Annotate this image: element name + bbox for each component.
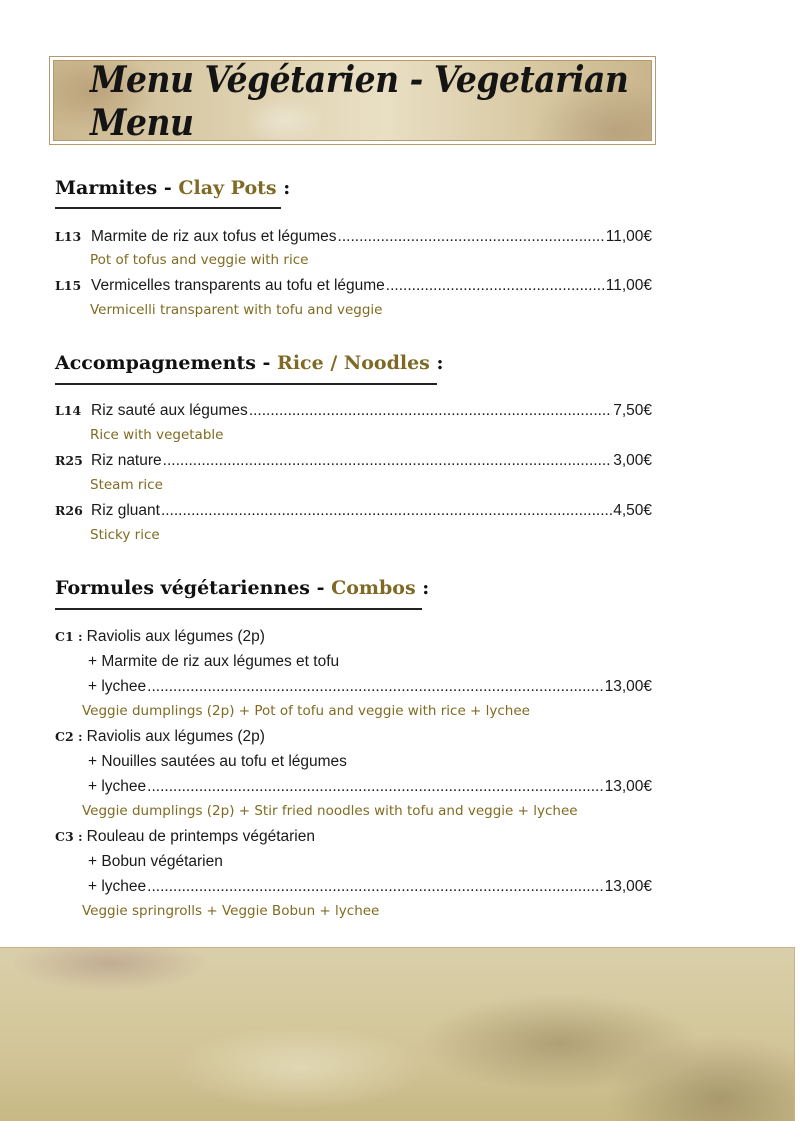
section-heading-combos bbox=[55, 577, 429, 599]
dot-leader bbox=[386, 277, 605, 295]
combo-line-2: + Nouilles sautées au tofu et légumes bbox=[88, 753, 347, 770]
menu-item-r26 bbox=[55, 502, 652, 520]
combo-line-3-text: + lychee bbox=[88, 878, 147, 895]
menu-item-l15 bbox=[55, 277, 652, 295]
combo-c3 bbox=[55, 828, 652, 846]
menu-item-l14 bbox=[55, 402, 652, 420]
dot-leader bbox=[163, 452, 613, 470]
combo-c2 bbox=[55, 728, 652, 746]
item-name: Riz gluant bbox=[91, 502, 160, 519]
item-translation: Vermicelli transparent with tofu and veggie bbox=[90, 302, 383, 318]
item-price: 3,00€ bbox=[613, 452, 652, 469]
combo-price: 13,00€ bbox=[604, 778, 652, 795]
dot-leader bbox=[161, 502, 612, 520]
item-code: R25 bbox=[55, 453, 83, 468]
item-name: Marmite de riz aux tofus et légumes bbox=[91, 228, 337, 245]
section-underline bbox=[55, 608, 422, 610]
menu-item-r25 bbox=[55, 452, 652, 470]
combo-code: C3 : bbox=[55, 829, 83, 844]
combo-line-3 bbox=[88, 878, 652, 896]
section-heading-colon: : bbox=[429, 352, 444, 374]
combo-code: C2 : bbox=[55, 729, 83, 744]
combo-code: C1 : bbox=[55, 629, 83, 644]
item-translation: Pot of tofus and veggie with rice bbox=[90, 252, 309, 268]
combo-translation: Veggie springrolls + Veggie Bobun + lychee bbox=[82, 903, 380, 919]
combo-line-2: + Marmite de riz aux légumes et tofu bbox=[88, 653, 340, 670]
item-translation: Steam rice bbox=[90, 477, 163, 493]
section-heading-fr: Formules végétariennes - bbox=[55, 577, 332, 599]
combo-line-3-text: + lychee bbox=[88, 678, 147, 695]
section-heading-colon: : bbox=[276, 177, 291, 199]
item-price: 7,50€ bbox=[613, 402, 652, 419]
item-code: L14 bbox=[55, 403, 82, 418]
combo-line-1: Rouleau de printemps végétarien bbox=[86, 828, 315, 845]
combo-line-3 bbox=[88, 678, 652, 696]
item-name: Riz sauté aux légumes bbox=[91, 402, 248, 419]
title-banner-background bbox=[53, 57, 652, 144]
item-price: 4,50€ bbox=[613, 502, 652, 519]
section-heading-en: Combos bbox=[331, 577, 416, 599]
item-code: L13 bbox=[55, 229, 82, 244]
item-translation: Rice with vegetable bbox=[90, 427, 224, 443]
combo-translation: Veggie dumplings (2p) + Pot of tofu and veggie with rice + lychee bbox=[82, 703, 530, 719]
combo-c1 bbox=[55, 628, 652, 646]
item-name: Riz nature bbox=[91, 452, 162, 469]
section-heading-en: Rice / Noodles bbox=[277, 352, 430, 374]
menu-item-l13 bbox=[55, 228, 652, 246]
section-underline bbox=[55, 207, 281, 209]
dot-leader bbox=[338, 228, 605, 246]
combo-line-1: Raviolis aux légumes (2p) bbox=[86, 728, 265, 745]
section-heading-colon: : bbox=[415, 577, 430, 599]
combo-line-1: Raviolis aux légumes (2p) bbox=[86, 628, 265, 645]
item-price: 11,00€ bbox=[605, 228, 652, 245]
item-price: 11,00€ bbox=[605, 277, 652, 294]
combo-line-3-text: + lychee bbox=[88, 778, 147, 795]
item-code: L15 bbox=[55, 278, 82, 293]
combo-price: 13,00€ bbox=[604, 878, 652, 895]
section-heading-en: Clay Pots bbox=[178, 177, 277, 199]
section-heading-rice-noodles bbox=[55, 352, 444, 374]
dot-leader bbox=[147, 678, 603, 696]
dot-leader bbox=[249, 402, 612, 420]
item-name: Vermicelles transparents au tofu et légume bbox=[91, 277, 385, 294]
dot-leader bbox=[147, 778, 603, 796]
dot-leader bbox=[147, 878, 603, 896]
combo-price: 13,00€ bbox=[604, 678, 652, 695]
item-code: R26 bbox=[55, 503, 83, 518]
combo-translation: Veggie dumplings (2p) + Stir fried noodles with tofu and veggie + lychee bbox=[82, 803, 578, 819]
page-title: Menu Végétarien - Vegetarian Menu bbox=[90, 57, 629, 144]
combo-line-3 bbox=[88, 778, 652, 796]
section-heading-fr: Accompagnements - bbox=[55, 352, 278, 374]
section-heading-clay-pots bbox=[55, 177, 290, 199]
decorative-parchment-footer bbox=[0, 947, 795, 1121]
section-heading-fr: Marmites - bbox=[55, 177, 179, 199]
title-banner bbox=[49, 56, 656, 145]
section-underline bbox=[55, 383, 437, 385]
combo-line-2: + Bobun végétarien bbox=[88, 853, 223, 870]
item-translation: Sticky rice bbox=[90, 527, 160, 543]
